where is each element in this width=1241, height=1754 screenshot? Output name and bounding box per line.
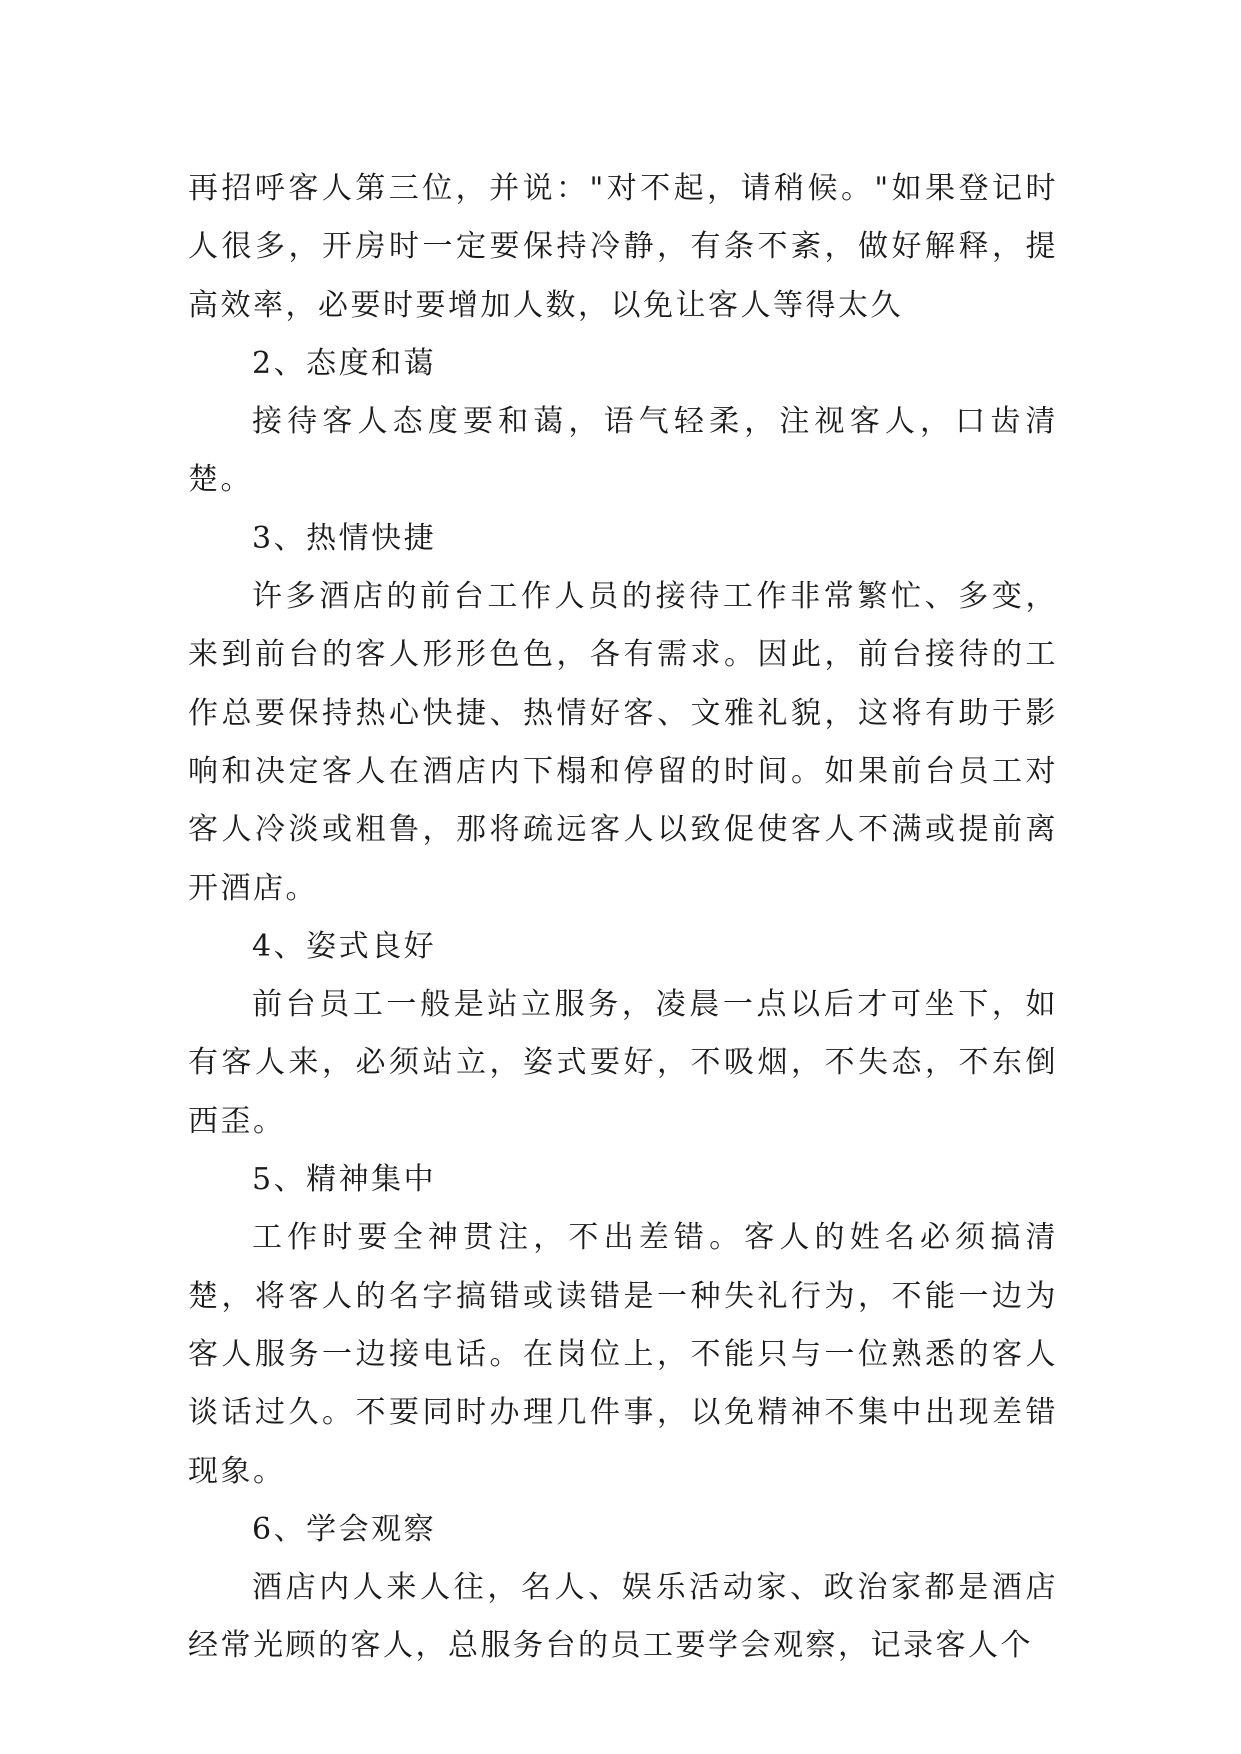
- section-heading-5: 5、精神集中: [252, 1162, 437, 1198]
- section-heading-3: 3、热情快捷: [252, 520, 437, 556]
- section-heading-2: 2、态度和蔼: [252, 345, 437, 381]
- paragraph-enthusiasm: 许多酒店的前台工作人员的接待工作非常繁忙、多变，来到前台的客人形形色色，各有需求。因此，前台接待的工作总要保持热心快捷、热情好客、文雅礼貌，这将有助于影响和决定客人在酒店内下榻和停留的时间。如果前台员工对客人冷淡或粗鲁，那将疏远客人以致促使客人不满或提前离开酒店。: [188, 579, 1058, 906]
- paragraph-continuation: 再招呼客人第三位，并说："对不起，请稍候。"如果登记时人很多，开房时一定要保持冷静，有条不紊，做好解释，提高效率，必要时要增加人数，以免让客人等得太久: [188, 171, 1058, 323]
- paragraph-attitude: 接待客人态度要和蔼，语气轻柔，注视客人，口齿清楚。: [188, 404, 1058, 498]
- paragraph-concentration: 工作时要全神贯注，不出差错。客人的姓名必须搞清楚，将客人的名字搞错或读错是一种失礼行为，不能一边为客人服务一边接电话。在岗位上，不能只与一位熟悉的客人谈话过久。不要同时办理几件事，以免精神不集中出现差错现象。: [188, 1220, 1058, 1489]
- document-body: [188, 160, 1058, 1676]
- section-heading-6: 6、学会观察: [252, 1511, 437, 1547]
- paragraph-posture: 前台员工一般是站立服务，凌晨一点以后才可坐下，如有客人来，必须站立，姿式要好，不吸烟，不失态，不东倒西歪。: [188, 987, 1058, 1139]
- section-heading-4: 4、姿式良好: [252, 928, 437, 964]
- paragraph-observation: 酒店内人来人往，名人、娱乐活动家、政治家都是酒店经常光顾的客人，总服务台的员工要学会观察，记录客人个: [188, 1570, 1058, 1664]
